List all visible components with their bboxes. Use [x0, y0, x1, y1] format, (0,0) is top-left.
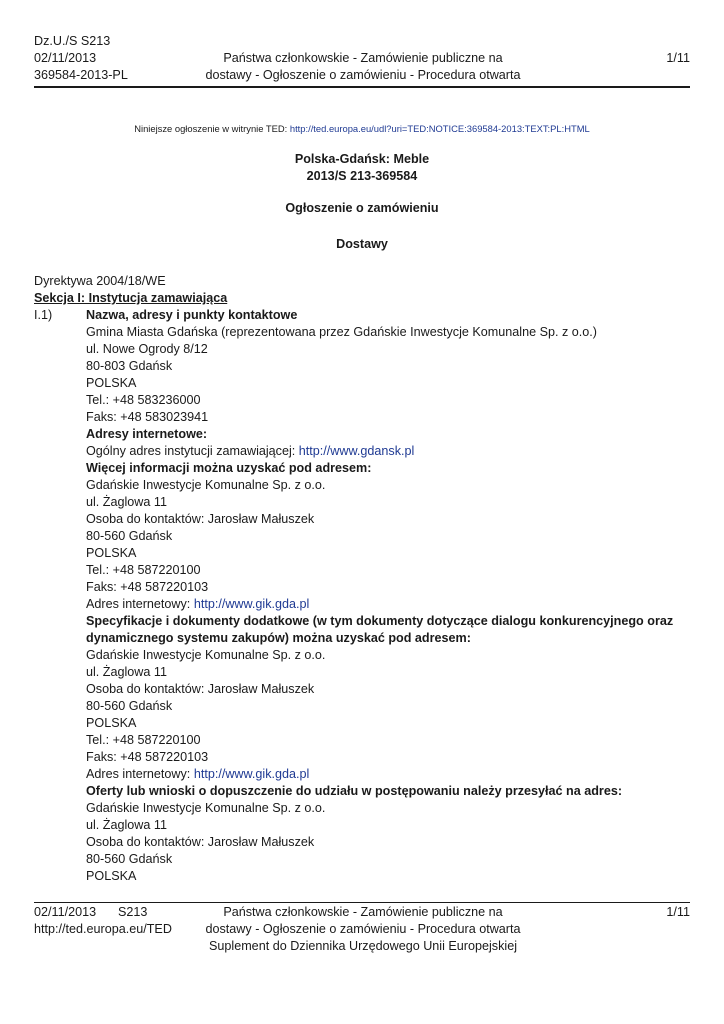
more-street: ul. Żaglowa 11 [86, 495, 167, 509]
header-left [34, 33, 128, 84]
title-reference: 2013/S 213-369584 [306, 169, 418, 183]
spec-heading: Specyfikacje i dokumenty dodatkowe (w tym dokumenty dotyczące dialogu konkurencyjnego oraz dynamicznego systemu zakupów) można uzyskać pod adresem: [86, 614, 674, 645]
title-location: Polska-Gdańsk: Meble [294, 152, 430, 166]
spec-web-link[interactable]: http://www.gik.gda.pl [193, 767, 310, 781]
spec-fax: Faks: +48 587220103 [86, 750, 209, 764]
header-rule [34, 86, 690, 88]
org-city: 80-803 Gdańsk [86, 359, 173, 373]
spec-org: Gdańskie Inwestycje Komunalne Sp. z o.o. [86, 648, 326, 662]
org-fax: Faks: +48 583023941 [86, 410, 209, 424]
offers-org: Gdańskie Inwestycje Komunalne Sp. z o.o. [86, 801, 326, 815]
directive: Dyrektywa 2004/18/WE [34, 274, 166, 288]
spec-street: ul. Żaglowa 11 [86, 665, 167, 679]
offers-city: 80-560 Gdańsk [86, 852, 173, 866]
spec-country: POLSKA [86, 716, 137, 730]
header-date: 02/11/2013 [34, 51, 97, 65]
item-number: I.1) [34, 308, 53, 322]
footer-date: 02/11/2013 [34, 905, 97, 919]
footer-title-line2: dostawy - Ogłoszenie o zamówieniu - Procedura otwarta [205, 922, 521, 936]
more-info-heading: Więcej informacji można uzyskać pod adresem: [86, 461, 372, 475]
org-name: Gmina Miasta Gdańska (reprezentowana przez Gdańskie Inwestycje Komunalne Sp. z o.o.) [86, 325, 597, 339]
general-address-label: Ogólny adres instytucji zamawiającej: [86, 444, 299, 458]
more-fax: Faks: +48 587220103 [86, 580, 209, 594]
item-heading: Nazwa, adresy i punkty kontaktowe [86, 308, 298, 322]
ted-notice-link[interactable]: http://ted.europa.eu/udl?uri=TED:NOTICE:369584-2013:TEXT:PL:HTML [289, 123, 590, 134]
header-doc-id: 369584-2013-PL [34, 68, 128, 82]
internet-heading: Adresy internetowe: [86, 427, 208, 441]
more-org: Gdańskie Inwestycje Komunalne Sp. z o.o. [86, 478, 326, 492]
header-page-number: 1/11 [666, 51, 690, 65]
more-web-link[interactable]: http://www.gik.gda.pl [193, 597, 310, 611]
footer-supplement: Suplement do Dziennika Urzędowego Unii Europejskiej [208, 939, 517, 953]
ted-notice [34, 120, 690, 137]
footer-rule [34, 902, 690, 903]
header-title-line1: Państwa członkowskie - Zamówienie publiczne na [223, 51, 503, 65]
footer-series: S213 [118, 905, 148, 919]
more-web-label: Adres internetowy: [86, 597, 194, 611]
title-block [34, 151, 690, 185]
org-street: ul. Nowe Ogrody 8/12 [86, 342, 208, 356]
spec-tel: Tel.: +48 587220100 [86, 733, 201, 747]
offers-country: POLSKA [86, 869, 137, 883]
spec-web [86, 766, 309, 783]
org-country: POLSKA [86, 376, 137, 390]
footer-page-number: 1/11 [666, 905, 690, 919]
notice-type: Ogłoszenie o zamówieniu [285, 201, 439, 215]
header-oj-ref: Dz.U./S S213 [34, 34, 111, 48]
offers-contact: Osoba do kontaktów: Jarosław Małuszek [86, 835, 315, 849]
more-contact: Osoba do kontaktów: Jarosław Małuszek [86, 512, 315, 526]
spec-city: 80-560 Gdańsk [86, 699, 173, 713]
more-tel: Tel.: +48 587220100 [86, 563, 201, 577]
org-tel: Tel.: +48 583236000 [86, 393, 201, 407]
footer-center [190, 904, 536, 955]
footer-ted-link[interactable]: http://ted.europa.eu/TED [34, 922, 172, 936]
header-center [190, 50, 536, 84]
ted-notice-prefix: Niniejsze ogłoszenie w witrynie TED: [134, 123, 290, 134]
header-title-line2: dostawy - Ogłoszenie o zamówieniu - Procedura otwarta [205, 68, 521, 82]
spec-contact: Osoba do kontaktów: Jarosław Małuszek [86, 682, 315, 696]
offers-street: ul. Żaglowa 11 [86, 818, 167, 832]
general-address [86, 443, 414, 460]
more-web [86, 596, 309, 613]
more-country: POLSKA [86, 546, 137, 560]
section-heading: Sekcja I: Instytucja zamawiająca [34, 291, 228, 305]
footer-title-line1: Państwa członkowskie - Zamówienie publiczne na [223, 905, 503, 919]
more-city: 80-560 Gdańsk [86, 529, 173, 543]
contract-kind: Dostawy [336, 237, 388, 251]
spec-web-label: Adres internetowy: [86, 767, 194, 781]
offers-heading: Oferty lub wnioski o dopuszczenie do udziału w postępowaniu należy przesyłać na adres: [86, 784, 623, 798]
general-address-link[interactable]: http://www.gdansk.pl [298, 444, 415, 458]
